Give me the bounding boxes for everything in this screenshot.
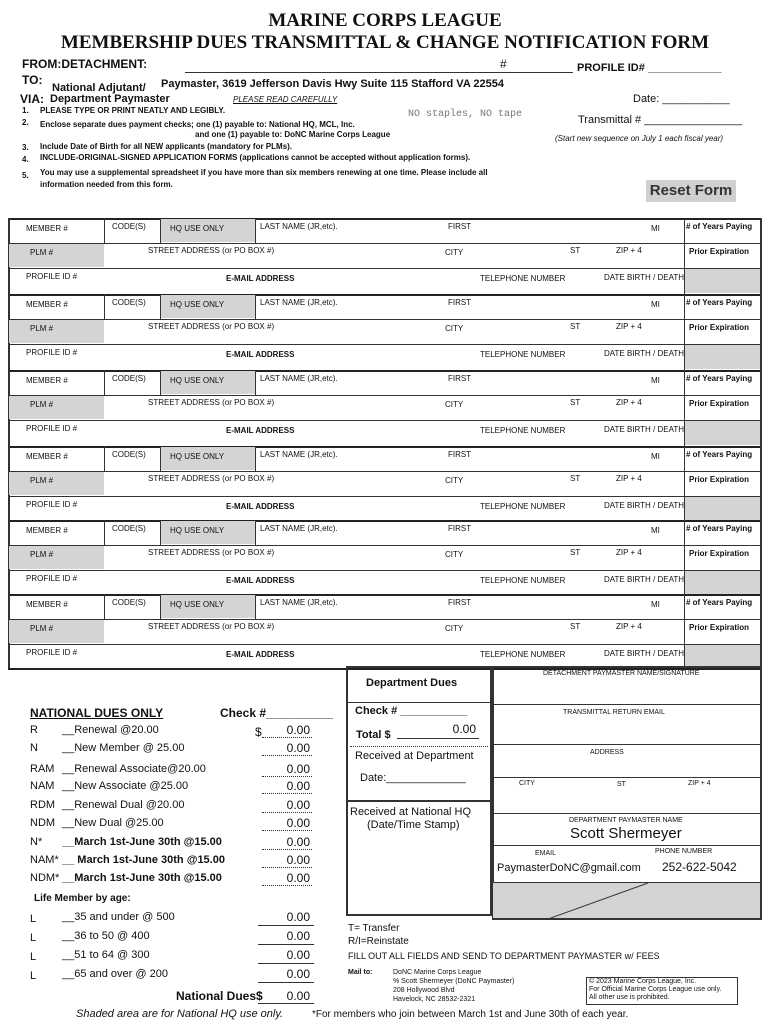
first-name-label: FIRST bbox=[448, 598, 472, 607]
hq-use-label: HQ USE ONLY bbox=[170, 300, 225, 309]
years-paying-label: # of Years Paying bbox=[686, 222, 753, 231]
department-paymaster-name: Scott Shermeyer bbox=[570, 825, 682, 842]
dues-description: __Renewal @20.00 bbox=[62, 724, 159, 736]
prior-expiration-label: Prior Expiration bbox=[689, 623, 750, 632]
to-label: TO: bbox=[22, 73, 43, 87]
first-name-label: FIRST bbox=[448, 450, 472, 459]
member-number-label: MEMBER # bbox=[26, 600, 68, 609]
reinstate-legend: R/I=Reinstate bbox=[348, 936, 409, 947]
hq-use-label: HQ USE ONLY bbox=[170, 526, 225, 535]
dues-amount[interactable]: 0.00 bbox=[286, 741, 310, 755]
plm-cell bbox=[9, 244, 104, 267]
last-name-label: LAST NAME (JR,etc). bbox=[260, 598, 338, 607]
mi-label: MI bbox=[651, 600, 660, 609]
mail-to-label: Mail to: bbox=[348, 969, 373, 976]
zip-label: ZIP + 4 bbox=[616, 246, 642, 255]
national-dues-total-label: National Dues$ bbox=[176, 989, 263, 1003]
zip-label: ZIP + 4 bbox=[616, 398, 642, 407]
department-dues-heading: Department Dues bbox=[366, 677, 458, 689]
dues-amount[interactable]: 0.00 bbox=[286, 798, 310, 812]
last-name-label: LAST NAME (JR,etc). bbox=[260, 524, 338, 533]
dob-label: DATE BIRTH / DEATH bbox=[604, 349, 685, 358]
state-label: ST bbox=[617, 781, 626, 788]
dob-label: DATE BIRTH / DEATH bbox=[604, 425, 685, 434]
national-dues-heading: NATIONAL DUES ONLY bbox=[30, 706, 164, 720]
codes-label: CODE(S) bbox=[112, 598, 146, 607]
shaded-area-note: Shaded area are for National HQ use only. bbox=[76, 1008, 284, 1020]
instruction-num: 2. bbox=[22, 118, 29, 127]
member-number-label: MEMBER # bbox=[26, 224, 68, 233]
national-dues-total[interactable]: 0.00 bbox=[286, 989, 310, 1003]
city-label: CITY bbox=[445, 476, 464, 485]
mail-address-line: 208 Hollywood Blvd bbox=[393, 987, 455, 994]
via-value: Department Paymaster bbox=[50, 93, 170, 105]
profile-id-label[interactable]: PROFILE ID# ____________ bbox=[577, 62, 722, 74]
dues-description: __March 1st-June 30th @15.00 bbox=[62, 872, 222, 884]
email-label: E-MAIL ADDRESS bbox=[226, 274, 295, 283]
prior-expiration-input[interactable] bbox=[685, 571, 760, 595]
plm-cell bbox=[9, 396, 104, 419]
email-label: E-MAIL ADDRESS bbox=[226, 426, 295, 435]
dues-amount[interactable]: 0.00 bbox=[286, 762, 310, 776]
mail-address-line: DoNC Marine Corps League bbox=[393, 969, 482, 976]
city-label: CITY bbox=[519, 780, 535, 787]
hash-label: # bbox=[500, 57, 507, 71]
received-at-department: Received at Department bbox=[355, 750, 474, 762]
dues-code: N bbox=[30, 742, 38, 754]
plm-label: PLM # bbox=[30, 476, 54, 485]
member-block bbox=[8, 218, 762, 294]
life-amount[interactable]: 0.00 bbox=[286, 910, 310, 924]
life-code: L bbox=[30, 951, 37, 963]
from-label: FROM:DETACHMENT: bbox=[22, 57, 148, 71]
mi-label: MI bbox=[651, 526, 660, 535]
via-label: VIA: bbox=[20, 92, 44, 106]
hq-use-label: HQ USE ONLY bbox=[170, 600, 225, 609]
plm-cell bbox=[9, 472, 104, 495]
department-date-field[interactable]: Date:_____________ bbox=[360, 772, 466, 784]
plm-label: PLM # bbox=[30, 624, 54, 633]
instruction-text: and one (1) payable to: DoNC Marine Corps League bbox=[195, 130, 391, 139]
years-paying-label: # of Years Paying bbox=[686, 374, 753, 383]
copyright-line: For Official Marine Corps League use only. bbox=[589, 986, 722, 993]
member-number-label: MEMBER # bbox=[26, 452, 68, 461]
prior-expiration-input[interactable] bbox=[685, 345, 760, 369]
instruction-num: 5. bbox=[22, 171, 29, 180]
years-paying-label: # of Years Paying bbox=[686, 524, 753, 533]
profile-id-label: PROFILE ID # bbox=[26, 348, 78, 357]
life-amount[interactable]: 0.00 bbox=[286, 929, 310, 943]
street-address-label: STREET ADDRESS (or PO BOX #) bbox=[148, 322, 275, 331]
read-carefully: PLEASE READ CAREFULLY bbox=[233, 95, 338, 104]
prior-expiration-label: Prior Expiration bbox=[689, 549, 750, 558]
no-staples-note: NO staples, NO tape bbox=[408, 109, 523, 120]
dues-description: __Renewal Associate@20.00 bbox=[62, 763, 206, 775]
last-name-label: LAST NAME (JR,etc). bbox=[260, 298, 338, 307]
dob-label: DATE BIRTH / DEATH bbox=[604, 649, 685, 658]
first-name-label: FIRST bbox=[448, 298, 472, 307]
telephone-label: TELEPHONE NUMBER bbox=[480, 502, 566, 511]
prior-expiration-label: Prior Expiration bbox=[689, 475, 750, 484]
life-description: __35 and under @ 500 bbox=[62, 911, 175, 923]
dues-description: __ March 1st-June 30th @15.00 bbox=[62, 854, 225, 866]
instruction-text: Include Date of Birth for all NEW applicants (mandatory for PLMs). bbox=[40, 142, 293, 151]
city-label: CITY bbox=[445, 550, 464, 559]
life-description: __51 to 64 @ 300 bbox=[62, 949, 150, 961]
years-paying-label: # of Years Paying bbox=[686, 598, 753, 607]
state-label: ST bbox=[570, 398, 581, 407]
copyright-line: © 2023 Marine Corps League, Inc. bbox=[589, 978, 697, 985]
member-number-label: MEMBER # bbox=[26, 376, 68, 385]
dues-code: NAM bbox=[30, 780, 55, 792]
department-total-label: Total $ bbox=[356, 729, 391, 741]
email-label: EMAIL bbox=[535, 850, 557, 857]
instruction-num: 3. bbox=[22, 143, 29, 152]
prior-expiration-input[interactable] bbox=[685, 497, 760, 521]
dues-amount[interactable]: 0.00 bbox=[286, 723, 310, 737]
mi-label: MI bbox=[651, 224, 660, 233]
telephone-label: TELEPHONE NUMBER bbox=[480, 576, 566, 585]
life-code: L bbox=[30, 932, 37, 944]
dues-amount[interactable]: 0.00 bbox=[286, 835, 310, 849]
dues-description: __New Member @ 25.00 bbox=[62, 742, 185, 754]
plm-cell bbox=[9, 546, 104, 569]
instruction-num: 4. bbox=[22, 155, 29, 164]
dues-code: N* bbox=[30, 836, 43, 848]
form-title: MARINE CORPS LEAGUE bbox=[268, 10, 502, 31]
date-field[interactable]: Date: ___________ bbox=[633, 93, 730, 105]
copyright-line: All other use is prohibited. bbox=[589, 994, 670, 1001]
prior-expiration-input[interactable] bbox=[685, 269, 760, 293]
to-address: Paymaster, 3619 Jefferson Davis Hwy Suite 115 Stafford VA 22554 bbox=[161, 78, 505, 90]
mail-address-line: Havelock, NC 28532-2321 bbox=[393, 996, 476, 1003]
diagonal-line-graphic bbox=[548, 883, 648, 919]
last-name-label: LAST NAME (JR,etc). bbox=[260, 374, 338, 383]
instruction-text: You may use a supplemental spreadsheet if you have more than six members renewing at one time. Please include all bbox=[40, 168, 488, 177]
member-number-label: MEMBER # bbox=[26, 300, 68, 309]
hq-use-label: HQ USE ONLY bbox=[170, 224, 225, 233]
paymaster-email[interactable]: PaymasterDoNC@gmail.com bbox=[497, 862, 641, 874]
codes-label: CODE(S) bbox=[112, 374, 146, 383]
city-label: CITY bbox=[445, 324, 464, 333]
plm-label: PLM # bbox=[30, 324, 54, 333]
member-block bbox=[8, 520, 762, 596]
dues-code: RDM bbox=[30, 799, 56, 811]
street-address-label: STREET ADDRESS (or PO BOX #) bbox=[148, 622, 275, 631]
plm-label: PLM # bbox=[30, 248, 54, 257]
telephone-label: TELEPHONE NUMBER bbox=[480, 274, 566, 283]
street-address-label: STREET ADDRESS (or PO BOX #) bbox=[148, 246, 275, 255]
prior-expiration-input[interactable] bbox=[685, 421, 760, 445]
member-block bbox=[8, 446, 762, 522]
mail-address-line: % Scott Shermeyer (DoNC Paymaster) bbox=[393, 978, 515, 985]
telephone-label: TELEPHONE NUMBER bbox=[480, 350, 566, 359]
life-code: L bbox=[30, 970, 37, 982]
email-label: E-MAIL ADDRESS bbox=[226, 350, 295, 359]
instruction-text: Enclose separate dues payment checks; one (1) payable to: National HQ, MCL, Inc. bbox=[40, 120, 355, 129]
codes-label: CODE(S) bbox=[112, 450, 146, 459]
years-paying-label: # of Years Paying bbox=[686, 298, 753, 307]
life-member-heading: Life Member by age: bbox=[34, 893, 131, 904]
dues-description: __March 1st-June 30th @15.00 bbox=[62, 836, 222, 848]
member-block bbox=[8, 594, 762, 670]
dues-code: NDM* bbox=[30, 872, 60, 884]
telephone-label: TELEPHONE NUMBER bbox=[480, 650, 566, 659]
dues-code: R bbox=[30, 724, 38, 736]
life-amount[interactable]: 0.00 bbox=[286, 948, 310, 962]
dues-amount[interactable]: 0.00 bbox=[286, 871, 310, 885]
profile-id-label: PROFILE ID # bbox=[26, 574, 78, 583]
state-label: ST bbox=[570, 322, 581, 331]
profile-id-label: PROFILE ID # bbox=[26, 424, 78, 433]
paymaster-phone: 252-622-5042 bbox=[662, 860, 737, 874]
plm-label: PLM # bbox=[30, 550, 54, 559]
member-number-label: MEMBER # bbox=[26, 526, 68, 535]
dues-code: RAM bbox=[30, 763, 55, 775]
march-june-footnote: *For members who join between March 1st and June 30th of each year. bbox=[312, 1009, 629, 1020]
state-label: ST bbox=[570, 246, 581, 255]
dues-code: NAM* bbox=[30, 854, 59, 866]
department-paymaster-name-label: DEPARTMENT PAYMASTER NAME bbox=[569, 817, 683, 824]
codes-label: CODE(S) bbox=[112, 222, 146, 231]
prior-expiration-label: Prior Expiration bbox=[689, 399, 750, 408]
instruction-text: information needed from this form. bbox=[40, 180, 173, 189]
last-name-label: LAST NAME (JR,etc). bbox=[260, 222, 338, 231]
street-address-label: STREET ADDRESS (or PO BOX #) bbox=[148, 548, 275, 557]
street-address-label: STREET ADDRESS (or PO BOX #) bbox=[148, 398, 275, 407]
city-label: CITY bbox=[445, 624, 464, 633]
sequence-note: (Start new sequence on July 1 each fiscal year) bbox=[555, 134, 724, 143]
street-address-label: STREET ADDRESS (or PO BOX #) bbox=[148, 474, 275, 483]
dues-amount[interactable]: 0.00 bbox=[286, 816, 310, 830]
instruction-text: INCLUDE-ORIGINAL-SIGNED APPLICATION FORMS (applications cannot be accepted without application forms). bbox=[40, 153, 471, 162]
state-label: ST bbox=[570, 622, 581, 631]
member-block bbox=[8, 370, 762, 446]
department-check-label[interactable]: Check # ___________ bbox=[355, 705, 468, 717]
first-name-label: FIRST bbox=[448, 374, 472, 383]
transmittal-field[interactable]: Transmittal # ________________ bbox=[578, 114, 743, 126]
form-subtitle: MEMBERSHIP DUES TRANSMITTAL & CHANGE NOTIFICATION FORM bbox=[60, 32, 710, 53]
prior-expiration-label: Prior Expiration bbox=[689, 323, 750, 332]
national-check-label[interactable]: Check #__________ bbox=[220, 706, 333, 720]
department-total-amount[interactable]: 0.00 bbox=[452, 722, 476, 736]
years-paying-label: # of Years Paying bbox=[686, 450, 753, 459]
zip-label: ZIP + 4 bbox=[616, 474, 642, 483]
prior-expiration-label: Prior Expiration bbox=[689, 247, 750, 256]
last-name-label: LAST NAME (JR,etc). bbox=[260, 450, 338, 459]
member-block bbox=[8, 294, 762, 370]
mi-label: MI bbox=[651, 452, 660, 461]
plm-label: PLM # bbox=[30, 400, 54, 409]
mi-label: MI bbox=[651, 376, 660, 385]
telephone-label: TELEPHONE NUMBER bbox=[480, 426, 566, 435]
plm-cell bbox=[9, 320, 104, 343]
transfer-legend: T= Transfer bbox=[348, 923, 400, 934]
profile-id-label: PROFILE ID # bbox=[26, 500, 78, 509]
dollar-sign: $ bbox=[255, 725, 262, 739]
first-name-label: FIRST bbox=[448, 524, 472, 533]
profile-id-label: PROFILE ID # bbox=[26, 648, 78, 657]
reset-form-button[interactable]: Reset Form bbox=[646, 180, 736, 202]
hq-use-label: HQ USE ONLY bbox=[170, 452, 225, 461]
dues-amount[interactable]: 0.00 bbox=[286, 779, 310, 793]
plm-cell bbox=[9, 620, 104, 643]
zip-label: ZIP + 4 bbox=[688, 780, 711, 787]
dues-description: __New Dual @25.00 bbox=[62, 817, 164, 829]
city-label: CITY bbox=[445, 400, 464, 409]
dues-description: __New Associate @25.00 bbox=[62, 780, 189, 792]
zip-label: ZIP + 4 bbox=[616, 548, 642, 557]
mi-label: MI bbox=[651, 300, 660, 309]
date-time-stamp-label: (Date/Time Stamp) bbox=[367, 819, 460, 831]
dob-label: DATE BIRTH / DEATH bbox=[604, 501, 685, 510]
zip-label: ZIP + 4 bbox=[616, 322, 642, 331]
dob-label: DATE BIRTH / DEATH bbox=[604, 575, 685, 584]
email-label: E-MAIL ADDRESS bbox=[226, 502, 295, 511]
profile-id-label: PROFILE ID # bbox=[26, 272, 78, 281]
to-addressee: National Adjutant/ bbox=[52, 82, 146, 94]
fill-out-instruction: FILL OUT ALL FIELDS AND SEND TO DEPARTMENT PAYMASTER w/ FEES bbox=[348, 951, 660, 961]
dues-amount[interactable]: 0.00 bbox=[286, 853, 310, 867]
dob-label: DATE BIRTH / DEATH bbox=[604, 273, 685, 282]
codes-label: CODE(S) bbox=[112, 524, 146, 533]
phone-label: PHONE NUMBER bbox=[655, 848, 713, 855]
life-amount[interactable]: 0.00 bbox=[286, 967, 310, 981]
dues-code: NDM bbox=[30, 817, 56, 829]
first-name-label: FIRST bbox=[448, 222, 472, 231]
codes-label: CODE(S) bbox=[112, 298, 146, 307]
instruction-num: 1. bbox=[22, 106, 29, 115]
life-description: __36 to 50 @ 400 bbox=[62, 930, 150, 942]
state-label: ST bbox=[570, 548, 581, 557]
email-label: E-MAIL ADDRESS bbox=[226, 650, 295, 659]
email-label: E-MAIL ADDRESS bbox=[226, 576, 295, 585]
life-description: __65 and over @ 200 bbox=[62, 968, 168, 980]
hq-use-label: HQ USE ONLY bbox=[170, 376, 225, 385]
zip-label: ZIP + 4 bbox=[616, 622, 642, 631]
received-at-national-hq: Received at National HQ bbox=[350, 806, 472, 818]
city-label: CITY bbox=[445, 248, 464, 257]
detachment-paymaster-signature-label: DETACHMENT PAYMASTER NAME/SIGNATURE bbox=[543, 670, 700, 677]
transmittal-return-email-label: TRANSMITTAL RETURN EMAIL bbox=[563, 709, 665, 716]
instruction-text: PLEASE TYPE OR PRINT NEATLY AND LEGIBLY. bbox=[40, 106, 226, 115]
state-label: ST bbox=[570, 474, 581, 483]
life-code: L bbox=[30, 913, 37, 925]
address-label: ADDRESS bbox=[590, 749, 624, 756]
dues-description: __Renewal Dual @20.00 bbox=[62, 799, 185, 811]
